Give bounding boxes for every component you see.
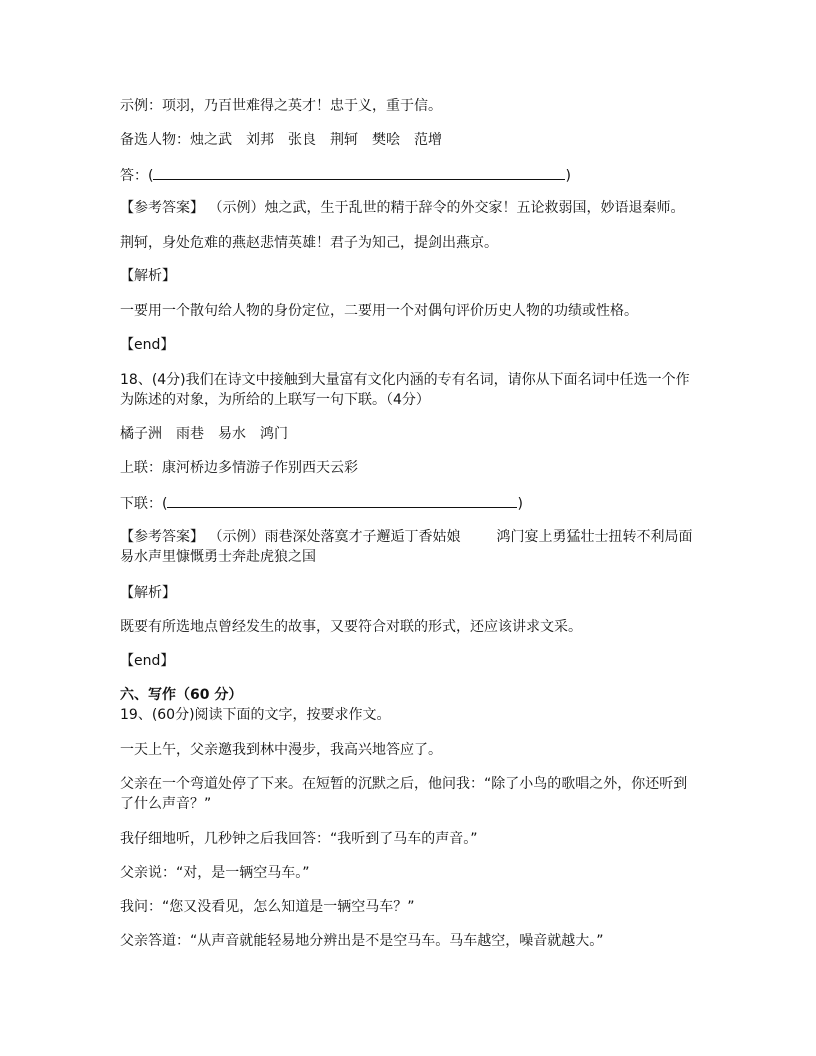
- q19-para-3: 我仔细地听，几秒钟之后我回答：“我听到了马车的声音。”: [120, 831, 478, 847]
- q17-answer-suffix: ): [565, 168, 571, 184]
- q19-para-2-line1: 父亲在一个弯道处停了下来。在短暂的沉默之后，他问我：“除了小鸟的歌唱之外，你还听到: [120, 776, 688, 792]
- q18-lower-prefix: 下联：(: [120, 496, 168, 512]
- q17-answer-blank[interactable]: [153, 164, 565, 180]
- q19-para-1: 一天上午，父亲邀我到林中漫步，我高兴地答应了。: [120, 742, 442, 758]
- q18-lower-suffix: ): [517, 496, 523, 512]
- q18-lower-line: [120, 492, 700, 514]
- q17-end-label: 【end】: [120, 337, 175, 353]
- q19-para-2-line2: 了什么声音？”: [120, 796, 212, 812]
- q17-answer-prefix: 答：(: [120, 168, 154, 184]
- q17-reference-answer: [120, 198, 700, 218]
- q17-ref-text-2: 荆轲，身处危难的燕赵悲情英雄！君子为知己，提剑出燕京。: [120, 235, 498, 251]
- q17-analysis-label: 【解析】: [120, 268, 176, 284]
- q18-ref-a: （示例）雨巷深处落寞才子邂逅丁香姑娘: [208, 529, 461, 545]
- q18-stem-line1: 18、(4分)我们在诗文中接触到大量富有文化内涵的专有名词，请你从下面名词中任选一个作: [120, 372, 690, 388]
- q17-ref-text: （示例）烛之武，生于乱世的精于辞令的外交家！五论救弱国，妙语退秦师。: [208, 200, 685, 216]
- q18-terms: 橘子洲 雨巷 易水 鸿门: [120, 426, 288, 442]
- q18-end-label: 【end】: [120, 653, 175, 669]
- q17-candidates: 备选人物：烛之武 刘邦 张良 荆轲 樊哙 范增: [120, 132, 442, 148]
- q18-ref-label: 【参考答案】: [120, 529, 204, 545]
- q19-stem: 19、(60分)阅读下面的文字，按要求作文。: [120, 707, 391, 723]
- q18-ref-c: 易水声里慷慨勇士奔赴虎狼之国: [120, 549, 316, 565]
- q18-analysis-text: 既要有所选地点曾经发生的故事，又要符合对联的形式，还应该讲求文采。: [120, 619, 582, 635]
- q17-analysis-text: 一要用一个散句给人物的身份定位，二要用一个对偶句评价历史人物的功绩或性格。: [120, 303, 638, 319]
- q18-ref-b: 鸿门宴上勇猛壮士扭转不利局面: [496, 529, 693, 545]
- q18-upper-couplet: 上联：康河桥边多情游子作别西天云彩: [120, 460, 358, 476]
- section-6-title: 六、写作（60 分）: [120, 687, 243, 703]
- q17-example: 示例：项羽，乃百世难得之英才！忠于义，重于信。: [120, 98, 442, 114]
- q19-para-6: 父亲答道：“从声音就能轻易地分辨出是不是空马车。马车越空，噪音就越大。”: [120, 933, 604, 949]
- q18-reference-answer: [120, 527, 700, 547]
- q17-ref-label: 【参考答案】: [120, 200, 204, 216]
- q18-stem-line2: 为陈述的对象，为所给的上联写一句下联。（4分）: [120, 392, 430, 408]
- q19-para-4: 父亲说：“对，是一辆空马车。”: [120, 865, 310, 881]
- q17-answer-line: [120, 164, 700, 186]
- q19-para-5: 我问：“您又没看见，怎么知道是一辆空马车？”: [120, 899, 415, 915]
- q18-lower-blank[interactable]: [167, 492, 517, 508]
- q18-analysis-label: 【解析】: [120, 585, 176, 601]
